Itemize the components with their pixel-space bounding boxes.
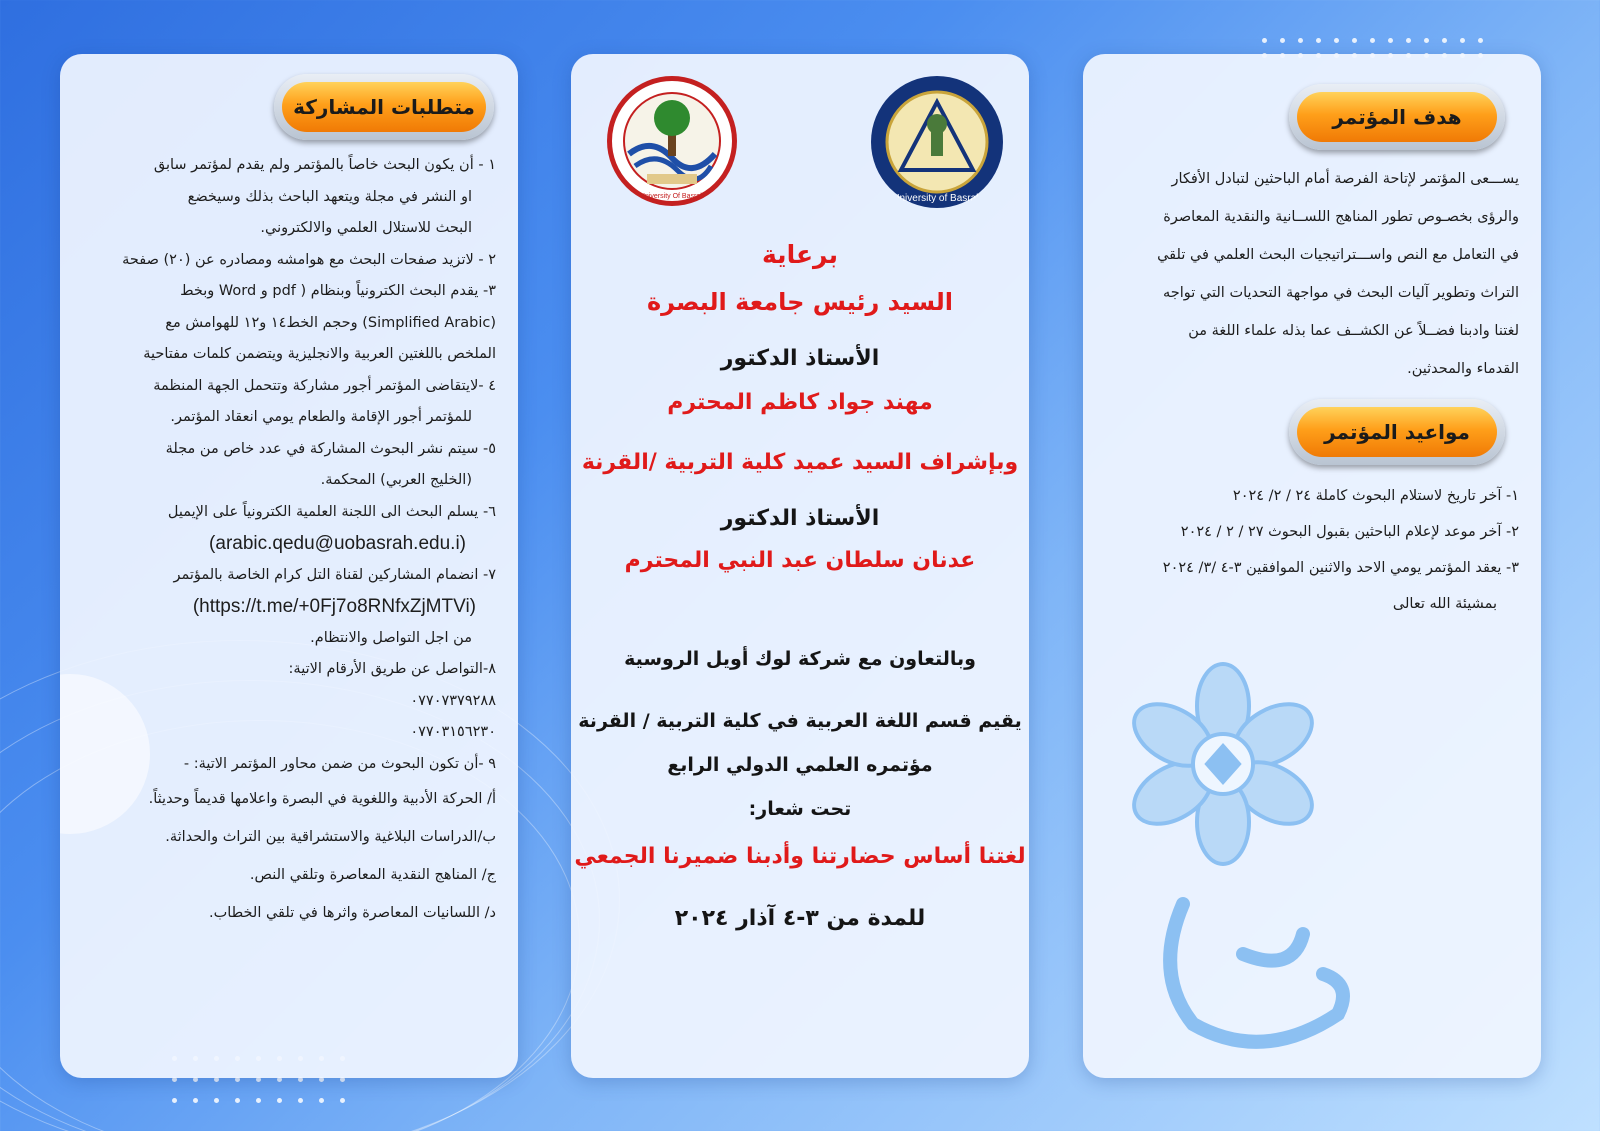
goal-line: يســـعى المؤتمر لإتاحة الفرصة أمام الباحثين لتبادل الأفكار	[1171, 171, 1519, 187]
logo-caption: University Of Basrah	[639, 193, 705, 200]
requirement-line: للمؤتمر أجور الإقامة والطعام يومي انعقاد المؤتمر.	[170, 409, 472, 425]
slogan-label: تحت شعار:	[748, 798, 852, 820]
president-name: مهند جواد كاظم المحترم	[667, 390, 933, 415]
goal-line: القدماء والمحدثين.	[1407, 361, 1519, 377]
requirements-list	[78, 150, 496, 932]
requirement-line: ٦- يسلم البحث الى اللجنة العلمية الكترونياً على الإيميل	[167, 503, 496, 520]
conference-title: مؤتمره العلمي الدولي الرابع	[667, 754, 933, 776]
conference-dates: للمدة من ٣-٤ آذار ٢٠٢٤	[674, 906, 926, 931]
conference-topic: ب/الدراسات البلاغية والاستشراقية بين التراث والحداثة.	[165, 829, 496, 845]
goal-heading: هدف المؤتمر	[1297, 92, 1497, 142]
professor-label: الأستاذ الدكتور	[720, 346, 880, 371]
goal-line: التراث وتطوير آليات البحث في مواجهة التحديات التي تواجه	[1163, 285, 1519, 301]
requirement-line: ٧- انضمام المشاركين لقناة التل كرام الخاصة بالمؤتمر	[173, 566, 496, 583]
dean-name: عدنان سلطان عبد النبي المحترم	[624, 548, 976, 573]
requirement-line: ٨-التواصل عن طريق الأرقام الاتية:	[288, 661, 496, 677]
cooperation-text: وبالتعاون مع شركة لوك أويل الروسية	[624, 648, 976, 670]
requirement-line: البحث للاستلال العلمي والالكتروني.	[260, 220, 472, 236]
goal-line: لغتنا وادبنا فضــلاً عن الكشــف عما بذله علماء اللغة من	[1188, 323, 1519, 339]
goal-line: في التعامل مع النص واســـتراتيجيات البحث العلمي في تلقي	[1157, 247, 1519, 263]
email-address[interactable]: (arabic.qedu@uobasrah.edu.i)	[209, 533, 466, 554]
requirement-line: ٣- يقدم البحث الكترونياً وبنظام ( pdf و Word وبخط	[180, 283, 496, 299]
goal-heading-badge	[1289, 84, 1505, 150]
requirements-heading-badge	[274, 74, 494, 140]
university-of-basrah-logo	[869, 74, 1005, 210]
patronage-title: برعاية	[762, 240, 838, 269]
requirement-line: ٩ -أن تكون البحوث من ضمن محاور المؤتمر الاتية: -	[183, 755, 496, 772]
telegram-link[interactable]: (https://t.me/+0Fj7o8RNfxZjMTVi)	[192, 596, 476, 617]
requirement-line: (Simplified Arabic) وحجم الخط١٤ و١٢ للهوامش مع	[165, 314, 496, 331]
deadline-line: ٣- يعقد المؤتمر يومي الاحد والاثنين الموافقين ٣-٤ /٣/ ٢٠٢٤	[1162, 560, 1519, 576]
conference-topic: د/ اللسانيات المعاصرة واثرها في تلقي الخطاب.	[208, 905, 496, 921]
deadline-line: ٢- آخر موعد لإعلام الباحثين بقبول البحوث ٢٧ / ٢ / ٢٠٢٤	[1180, 524, 1519, 540]
supervision-title: وبإشراف السيد عميد كلية التربية /القرنة	[581, 450, 1019, 475]
goal-paragraph	[1101, 160, 1519, 388]
goal-line: والرؤى بخصـوص تطور المناهج اللســانية والنقدية المعاصرة	[1163, 209, 1519, 225]
college-of-education-logo	[607, 76, 737, 206]
calligraphy-flower-icon	[1113, 654, 1363, 1064]
requirements-panel	[60, 54, 518, 1078]
goals-panel	[1083, 54, 1541, 1078]
organizer-text: يقيم قسم اللغة العربية في كلية التربية / القرنة	[578, 710, 1022, 732]
conference-topic: ج/ المناهج النقدية المعاصرة وتلقي النص.	[249, 867, 496, 883]
dates-list	[1101, 478, 1519, 622]
requirement-line: او النشر في مجلة ويتعهد الباحث بذلك وسيخضع	[187, 188, 472, 205]
deadline-line: بمشيئة الله تعالى	[1392, 596, 1497, 612]
requirement-line: (الخليج العربي) المحكمة.	[320, 472, 472, 488]
requirement-line: ٢ - لاتزيد صفحات البحث مع هوامشه ومصادره عن (٢٠) صفحة	[122, 251, 496, 268]
requirement-line: ١ - أن يكون البحث خاصاً بالمؤتمر ولم يقدم لمؤتمر سابق	[153, 157, 496, 173]
conference-slogan: لغتنا أساس حضارتنا وأدبنا ضميرنا الجمعي	[574, 844, 1026, 869]
requirement-line: ٤ -لايتقاضى المؤتمر أجور مشاركة وتتحمل الجهة المنظمة	[153, 377, 496, 394]
dates-heading-badge	[1289, 399, 1505, 465]
requirements-heading: متطلبات المشاركة	[282, 82, 486, 132]
requirement-line: الملخص باللغتين العربية والانجليزية ويتضمن كلمات مفتاحية	[143, 346, 496, 362]
phone-number[interactable]: ٠٧٧٠٣١٥٦٢٣٠	[410, 724, 496, 740]
deadline-line: ١- آخر تاريخ لاستلام البحوث كاملة ٢٤ / ٢/ ٢٠٢٤	[1232, 488, 1519, 504]
dates-heading: مواعيد المؤتمر	[1297, 407, 1497, 457]
logo-caption: University of Basrah	[892, 193, 982, 204]
conference-topic: أ/ الحركة الأدبية واللغوية في البصرة واعلامها قديماً وحديثاً.	[148, 791, 496, 807]
requirement-line: من اجل التواصل والانتظام.	[310, 629, 472, 646]
patronage-panel	[571, 54, 1029, 1078]
professor-label: الأستاذ الدكتور	[720, 506, 880, 531]
requirement-line: ٥- سيتم نشر البحوث المشاركة في عدد خاص من مجلة	[165, 440, 496, 457]
phone-number[interactable]: ٠٧٧٠٧٣٧٩٢٨٨	[410, 692, 496, 709]
president-title: السيد رئيس جامعة البصرة	[647, 288, 953, 316]
